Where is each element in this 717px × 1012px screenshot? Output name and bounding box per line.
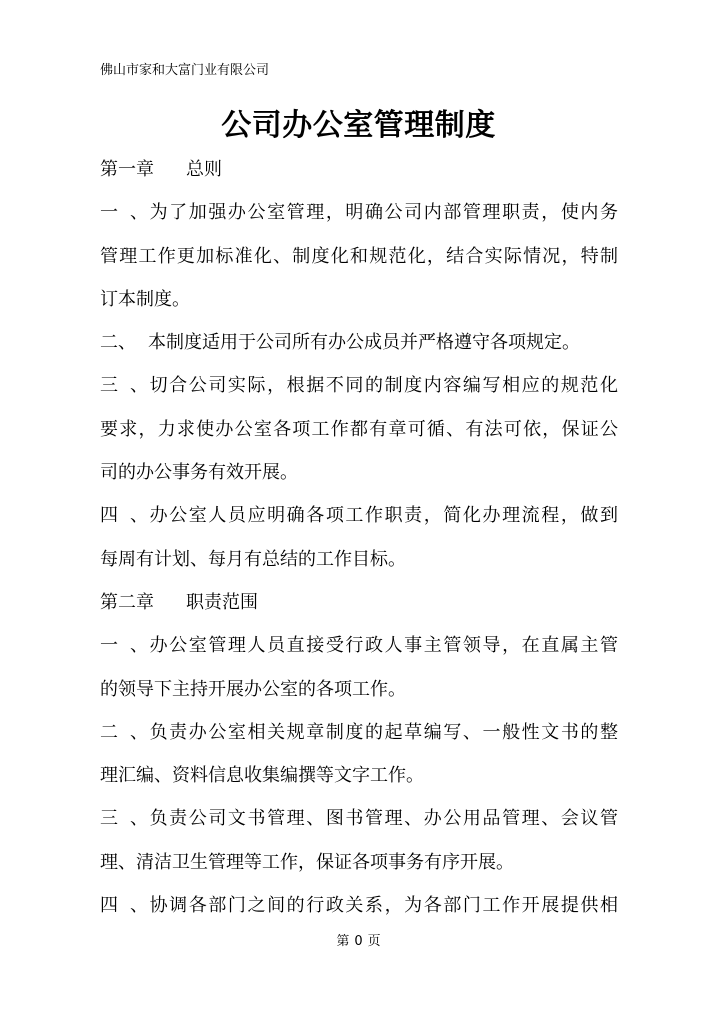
paragraph-line — [100, 191, 618, 234]
page-number: 0 — [354, 934, 363, 949]
item-text: 协调各部门之间的行政关系，为各部门工作开展提供相 — [148, 895, 618, 917]
chapter-label: 第一章 — [100, 159, 154, 180]
paragraph-line: 司的办公事务有效开展。 — [100, 462, 298, 484]
paragraph-line: 要求，力求使办公室各项工作都有章可循、有法可依，保证公 — [100, 418, 618, 440]
paragraph-line: 管理工作更加标准化、制度化和规范化，结合实际情况，特制 — [100, 245, 618, 267]
item-number: 三、 — [100, 808, 148, 830]
document-title: 公司办公室管理制度 — [221, 108, 496, 143]
chapter-name: 职责范围 — [186, 591, 258, 613]
item-text: 为了加强办公室管理，明确公司内部管理职责，使内务 — [148, 202, 618, 224]
item-number: 一、 — [100, 635, 148, 657]
item-number: 四、 — [100, 505, 148, 527]
paragraph-line: 每周有计划、每月有总结的工作目标。 — [100, 548, 406, 570]
page-prefix: 第 — [336, 934, 350, 949]
item-text: 负责办公室相关规章制度的起草编写、一般性文书的整 — [148, 721, 618, 743]
paragraph-line — [100, 884, 618, 927]
paragraph-line — [100, 711, 618, 754]
paragraph-line — [100, 624, 618, 667]
item-number: 三、 — [100, 375, 148, 397]
paragraph-line: 理、清洁卫生管理等工作，保证各项事务有序开展。 — [100, 851, 514, 873]
item-text: 办公室人员应明确各项工作职责，简化办理流程，做到 — [148, 505, 618, 527]
chapter-name: 总则 — [186, 159, 222, 180]
paragraph-line — [100, 321, 618, 364]
document-header: 佛山市家和大富门业有限公司 — [100, 63, 270, 78]
paragraph-line — [100, 364, 618, 407]
item-number: 二、 — [100, 721, 148, 743]
page-footer — [0, 930, 717, 949]
item-text: 负责公司文书管理、图书管理、办公用品管理、会议管 — [148, 808, 618, 830]
paragraph-line — [100, 494, 618, 537]
page-suffix: 页 — [367, 934, 381, 949]
item-number: 四、 — [100, 895, 148, 917]
paragraph-line: 理汇编、资料信息收集编撰等文字工作。 — [100, 765, 424, 787]
item-text: 本制度适用于公司所有办公成员并严格遵守各项规定。 — [148, 332, 580, 354]
document-body — [100, 148, 618, 927]
paragraph-line: 订本制度。 — [100, 288, 190, 310]
item-number: 一、 — [100, 202, 148, 224]
chapter-heading — [100, 148, 618, 191]
item-number: 二、 — [100, 332, 136, 354]
chapter-heading — [100, 581, 618, 624]
item-text: 切合公司实际，根据不同的制度内容编写相应的规范化 — [148, 375, 618, 397]
item-text: 办公室管理人员直接受行政人事主管领导，在直属主管 — [148, 635, 618, 657]
paragraph-line: 的领导下主持开展办公室的各项工作。 — [100, 678, 406, 700]
paragraph-line — [100, 797, 618, 840]
chapter-label: 第二章 — [100, 591, 154, 613]
